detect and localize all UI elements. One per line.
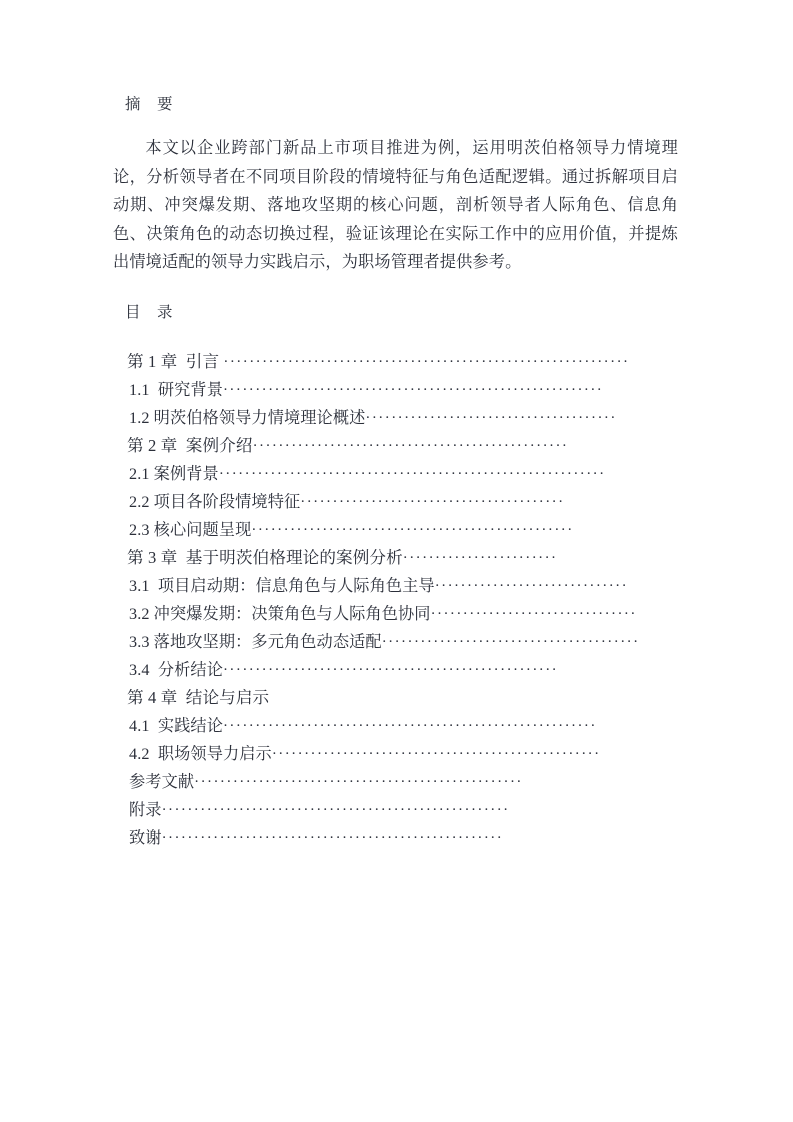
toc-entry[interactable] <box>113 600 678 628</box>
toc-leader-dots: ··················································· <box>271 746 601 762</box>
toc-leader-dots: ···················································· <box>222 662 559 678</box>
toc-entry-label: 1.1 研究背景 <box>129 381 223 399</box>
toc-entry-label: 附录 <box>129 801 162 819</box>
toc-entry-label: 参考文献 <box>129 773 195 791</box>
abstract-heading: 摘 要 <box>125 96 174 113</box>
toc-entry-label: 4.1 实践结论 <box>129 717 223 735</box>
table-of-contents <box>113 300 678 852</box>
toc-entry[interactable] <box>113 824 678 852</box>
toc-leader-dots: ········································ <box>381 634 640 650</box>
toc-entry[interactable] <box>113 712 678 740</box>
toc-entry-label: 第 4 章 结论与启示 <box>127 688 270 707</box>
toc-leader-dots: ················································· <box>252 438 569 454</box>
toc-leader-dots: ····················································· <box>161 830 504 846</box>
toc-entry-label: 3.1 项目启动期：信息角色与人际角色主导 <box>129 577 435 595</box>
toc-entry[interactable] <box>113 628 678 656</box>
toc-entry-label: 第 1 章 引言 <box>127 352 224 371</box>
toc-entry-label: 第 3 章 基于明茨伯格理论的案例分析 <box>127 548 403 567</box>
toc-entry-label: 3.4 分析结论 <box>129 661 223 679</box>
toc-leader-dots: ······························ <box>434 578 629 594</box>
toc-entry[interactable] <box>113 488 678 516</box>
toc-entry[interactable] <box>113 376 678 404</box>
abstract-body-text: 本文以企业跨部门新品上市项目推进为例，运用明茨伯格领导力情境理论，分析领导者在不同项目阶段的情境特征与角色适配逻辑。通过拆解项目启动期、冲突爆发期、落地攻坚期的核心问题，剖析领导者人际角色、信息角色、决策角色的动态切换过程，验证该理论在实际工作中的应用价值，并提炼出情境适配的领导力实践启示，为职场管理者提供参考。 <box>113 139 678 271</box>
toc-entry-label: 4.2 职场领导力启示 <box>129 745 272 763</box>
toc-leader-dots: ······························································· <box>223 354 630 370</box>
toc-entry[interactable] <box>113 768 678 796</box>
toc-leader-dots: ·························································· <box>222 718 597 734</box>
toc-leader-dots: ······················································ <box>161 802 510 818</box>
toc-leader-dots: ···························································· <box>218 466 606 482</box>
toc-entry-label: 3.3 落地攻坚期：多元角色动态适配 <box>129 633 382 651</box>
toc-leader-dots: ································ <box>430 606 637 622</box>
toc-leader-dots: ························ <box>402 550 558 566</box>
toc-entry[interactable] <box>113 684 678 712</box>
toc-entry[interactable] <box>113 516 678 544</box>
toc-entry-label: 2.3 核心问题呈现 <box>129 521 252 539</box>
toc-entry[interactable] <box>113 460 678 488</box>
toc-entry-label: 2.1 案例背景 <box>129 465 219 483</box>
toc-entry[interactable] <box>113 656 678 684</box>
toc-entry-label: 3.2 冲突爆发期：决策角色与人际角色协同 <box>129 605 431 623</box>
toc-leader-dots: ········································· <box>300 494 565 510</box>
toc-leader-dots: ······································· <box>365 410 617 426</box>
toc-entry[interactable] <box>113 432 678 460</box>
toc-entry-label: 第 2 章 案例介绍 <box>127 436 253 455</box>
toc-entry-list <box>113 348 678 852</box>
abstract-section <box>113 92 678 277</box>
toc-entry[interactable] <box>113 544 678 572</box>
toc-entry-label: 致谢 <box>129 829 162 847</box>
toc-entry[interactable] <box>113 404 678 432</box>
toc-leader-dots: ··························································· <box>222 382 604 398</box>
toc-entry[interactable] <box>113 572 678 600</box>
toc-leader-dots: ··················································· <box>194 774 523 790</box>
toc-entry-label: 2.2 项目各阶段情境特征 <box>129 493 301 511</box>
toc-entry[interactable] <box>113 740 678 768</box>
toc-entry[interactable] <box>113 348 678 376</box>
toc-heading: 目 录 <box>125 304 174 321</box>
toc-entry-label: 1.2 明茨伯格领导力情境理论概述 <box>129 409 366 427</box>
toc-entry[interactable] <box>113 796 678 824</box>
toc-leader-dots: ·················································· <box>251 522 574 538</box>
